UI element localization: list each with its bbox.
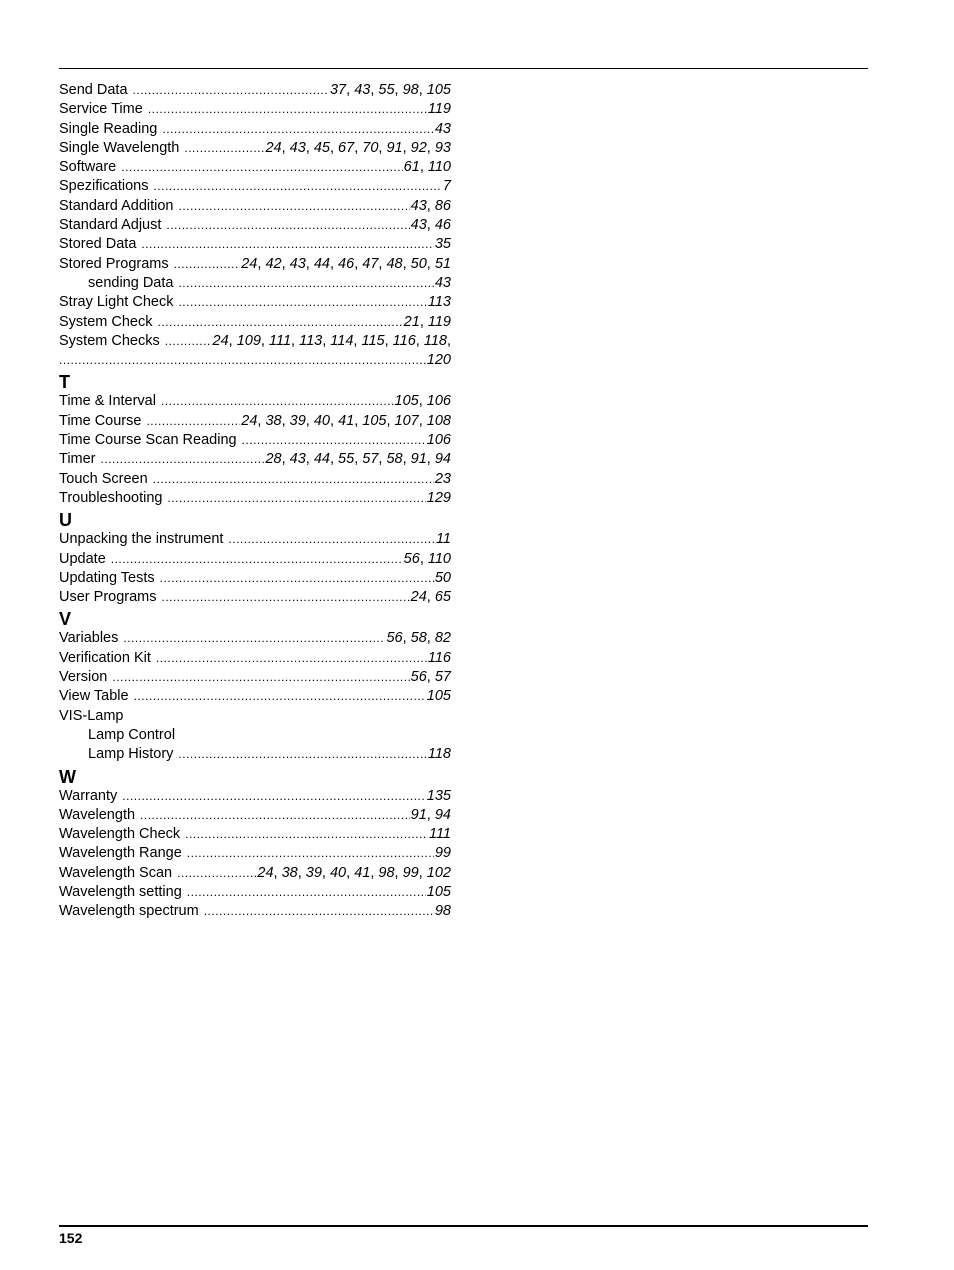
- dot-leader: [166, 216, 409, 235]
- page-reference[interactable]: 55: [338, 451, 355, 468]
- index-entry: [59, 412, 451, 431]
- dot-leader: [165, 332, 212, 351]
- page-reference[interactable]: 110: [427, 550, 451, 567]
- page-reference[interactable]: 57: [362, 451, 379, 468]
- page-reference[interactable]: 42: [265, 255, 282, 272]
- index-term: Troubleshooting: [59, 489, 163, 506]
- page-references: [426, 687, 451, 706]
- dot-leader: [167, 489, 425, 508]
- page-reference[interactable]: 24: [212, 332, 229, 349]
- dot-leader: [187, 844, 434, 863]
- page-reference[interactable]: 56: [386, 630, 403, 647]
- index-entry: [59, 588, 451, 607]
- page-reference[interactable]: 91: [410, 806, 427, 823]
- page-reference[interactable]: 102: [426, 864, 451, 881]
- index-term: User Programs: [59, 589, 157, 606]
- index-term: sending Data: [88, 274, 174, 291]
- page-reference[interactable]: 106: [426, 393, 451, 410]
- dot-leader: [146, 412, 240, 431]
- page-references: [442, 177, 451, 196]
- index-entry: [59, 629, 451, 648]
- page-reference[interactable]: 94: [434, 806, 451, 823]
- page-reference[interactable]: 51: [434, 255, 451, 272]
- page-reference[interactable]: 119: [427, 313, 451, 330]
- page-reference[interactable]: 39: [289, 412, 306, 429]
- index-entry: [59, 844, 451, 863]
- page-reference[interactable]: 115: [361, 332, 385, 349]
- index-entry: [59, 197, 451, 216]
- page-reference[interactable]: 40: [313, 412, 330, 429]
- index-term: Single Wavelength: [59, 139, 180, 156]
- page-reference[interactable]: 43: [289, 139, 306, 156]
- index-term: Wavelength Range: [59, 845, 182, 862]
- index-entry: [59, 489, 451, 508]
- page-reference[interactable]: 99: [434, 845, 451, 862]
- page-references: [426, 883, 451, 902]
- index-entry: [59, 139, 451, 158]
- index-entry: [59, 216, 451, 235]
- page-references: [434, 470, 451, 489]
- index-entry: [59, 255, 451, 274]
- page-references: 43, 46: [410, 217, 451, 234]
- page-reference[interactable]: 93: [434, 139, 451, 156]
- dot-leader: [187, 883, 426, 902]
- page-reference[interactable]: 92: [410, 139, 427, 156]
- page-reference[interactable]: 119: [427, 101, 451, 118]
- page-reference[interactable]: 28: [265, 451, 282, 468]
- page-reference[interactable]: 107: [394, 412, 419, 429]
- page-reference[interactable]: 105: [426, 82, 451, 98]
- page-reference[interactable]: 105: [426, 883, 451, 900]
- index-term: Wavelength setting: [59, 883, 182, 900]
- page-reference[interactable]: 43: [289, 255, 306, 272]
- page-references: 37, 43, 55, 98, 105: [329, 82, 451, 98]
- page-references: [434, 120, 451, 139]
- page-reference[interactable]: 48: [386, 255, 403, 272]
- index-entry: [59, 883, 451, 902]
- index-letter-heading: T: [59, 372, 70, 393]
- index-term: System Checks: [59, 332, 160, 349]
- dot-leader: [161, 392, 394, 411]
- index-letter-heading: U: [59, 510, 72, 531]
- dot-leader: [156, 649, 427, 668]
- index-entry: [59, 470, 451, 489]
- page-reference[interactable]: 37: [329, 82, 347, 98]
- index-term: Time & Interval: [59, 393, 156, 410]
- page-reference[interactable]: 118: [423, 332, 447, 349]
- dot-leader: [178, 293, 426, 312]
- page-reference[interactable]: 41: [338, 412, 355, 429]
- index-term: Unpacking the instrument: [59, 531, 224, 548]
- page-reference[interactable]: 116: [392, 332, 416, 349]
- index-entry: [59, 81, 451, 100]
- page-reference[interactable]: 23: [434, 470, 451, 487]
- index-term: Touch Screen: [59, 470, 148, 487]
- page-reference[interactable]: 70: [362, 139, 379, 156]
- index-term: Warranty: [59, 787, 118, 804]
- index-term: VIS-Lamp: [59, 707, 124, 724]
- index-term: Stored Programs: [59, 255, 169, 272]
- page-references: [426, 787, 451, 806]
- page-reference[interactable]: 61: [403, 159, 420, 176]
- page-reference[interactable]: 43: [410, 197, 427, 214]
- page-references: [426, 351, 451, 370]
- index-entry: [59, 100, 451, 119]
- page-reference[interactable]: 91: [410, 451, 427, 468]
- page-reference[interactable]: 105: [394, 393, 419, 410]
- index-term: Lamp Control: [88, 726, 176, 743]
- index-term: Timer: [59, 451, 96, 468]
- index-term: Software: [59, 159, 117, 176]
- page-reference[interactable]: 86: [434, 197, 451, 214]
- index-entry: [59, 431, 451, 450]
- index-subentry: [59, 726, 451, 745]
- footer-rule: [59, 1225, 868, 1227]
- page-reference[interactable]: 24: [265, 139, 282, 156]
- page-reference[interactable]: 47: [362, 255, 379, 272]
- page-reference[interactable]: 108: [426, 412, 451, 429]
- dot-leader: [121, 158, 402, 177]
- index-term: Variables: [59, 630, 119, 647]
- page-references: 56, 57: [410, 669, 451, 686]
- page-references: 24, 38, 39, 40, 41, 98, 99, 102: [257, 864, 451, 881]
- page-references: 61, 110: [403, 159, 451, 176]
- dot-leader: [111, 550, 403, 569]
- dot-leader: [178, 197, 409, 216]
- index-term: Stored Data: [59, 236, 137, 253]
- page-reference[interactable]: 24: [241, 412, 258, 429]
- page-reference[interactable]: 67: [338, 139, 355, 156]
- page-reference[interactable]: 58: [410, 630, 427, 647]
- page-references: [427, 293, 451, 312]
- dot-leader: [162, 588, 410, 607]
- dot-leader: [157, 313, 402, 332]
- page-references: [434, 902, 451, 921]
- index-term: Send Data: [59, 82, 128, 98]
- page-reference[interactable]: 114: [330, 332, 354, 349]
- index-term: Standard Adjust: [59, 217, 162, 234]
- page-reference[interactable]: 45: [313, 139, 330, 156]
- dot-leader: [140, 806, 410, 825]
- index-entry: [59, 806, 451, 825]
- page-reference[interactable]: 91: [386, 139, 403, 156]
- page-reference[interactable]: 120: [426, 352, 451, 369]
- page-reference[interactable]: 40: [329, 864, 347, 881]
- page-references: [434, 844, 451, 863]
- index-entry: [59, 787, 451, 806]
- page-reference[interactable]: 118: [427, 746, 451, 763]
- dot-leader: [228, 530, 435, 549]
- page-reference[interactable]: 38: [281, 864, 298, 881]
- page-references: 56, 58, 82: [386, 630, 451, 647]
- page-reference[interactable]: 113: [427, 294, 451, 311]
- index-term: Time Course: [59, 412, 142, 429]
- page-reference[interactable]: 57: [434, 669, 451, 686]
- index-entry: [59, 707, 451, 726]
- dot-leader: [122, 787, 426, 806]
- page-reference[interactable]: 105: [362, 412, 387, 429]
- page-reference[interactable]: 38: [265, 412, 282, 429]
- page-reference[interactable]: 105: [426, 688, 451, 705]
- page-references: 43, 86: [410, 197, 451, 214]
- dot-leader: [153, 470, 434, 489]
- page-reference[interactable]: 50: [434, 569, 451, 586]
- dot-leader: [184, 139, 264, 158]
- dot-leader: [174, 255, 241, 274]
- dot-leader: [101, 450, 265, 469]
- page-reference[interactable]: 113: [299, 332, 323, 349]
- index-entry: [59, 687, 451, 706]
- index-term: Wavelength: [59, 806, 136, 823]
- page-reference[interactable]: 94: [434, 451, 451, 468]
- page-reference[interactable]: 11: [435, 531, 451, 548]
- dot-leader: [134, 687, 426, 706]
- page-reference[interactable]: 7: [442, 178, 451, 195]
- index-subentry: [59, 274, 451, 293]
- page-reference[interactable]: 44: [313, 451, 330, 468]
- page-reference[interactable]: 98: [378, 864, 395, 881]
- index-entry: [59, 825, 451, 844]
- dot-leader: [123, 629, 385, 648]
- header-rule: [59, 68, 868, 69]
- page-references: [427, 745, 451, 764]
- page-references: 21, 119: [403, 313, 451, 330]
- index-subentry: [59, 745, 451, 764]
- index-term: Single Reading: [59, 120, 158, 137]
- page-references: 24, 109, 111, 113, 114, 115, 116, 118,: [212, 332, 451, 349]
- page-references: 28, 43, 44, 55, 57, 58, 91, 94: [265, 451, 451, 468]
- dot-leader: [112, 668, 409, 687]
- page-reference[interactable]: 98: [434, 903, 451, 920]
- page-reference[interactable]: 41: [354, 864, 371, 881]
- index-term: System Check: [59, 313, 153, 330]
- page-reference[interactable]: 106: [426, 432, 451, 449]
- index-term: Spezifications: [59, 178, 149, 195]
- index-entry: [59, 450, 451, 469]
- page-reference[interactable]: 129: [426, 489, 451, 506]
- page-references: 56, 110: [403, 550, 451, 567]
- dot-leader: [141, 235, 433, 254]
- index-term: Update: [59, 550, 106, 567]
- page-reference[interactable]: 46: [434, 217, 451, 234]
- index-term: Lamp History: [88, 746, 174, 763]
- page-references: 24, 65: [410, 589, 451, 606]
- page-references: 105, 106: [394, 393, 451, 410]
- page-reference[interactable]: 43: [434, 120, 451, 137]
- page-reference[interactable]: 98: [402, 82, 419, 98]
- index-entry: [59, 235, 451, 254]
- page-reference[interactable]: 56: [403, 550, 420, 567]
- dot-leader: [148, 100, 427, 119]
- index-entry: [59, 864, 451, 883]
- index-term: Version: [59, 669, 108, 686]
- index-term: Wavelength Check: [59, 826, 181, 843]
- dot-leader: [162, 120, 434, 139]
- index-term: Wavelength Scan: [59, 864, 173, 881]
- index-entry: [59, 550, 451, 569]
- page-references: [435, 530, 451, 549]
- index-entry: [59, 569, 451, 588]
- page-reference[interactable]: 116: [427, 649, 451, 666]
- page-reference[interactable]: 46: [338, 255, 355, 272]
- page-reference[interactable]: 43: [354, 82, 371, 98]
- index-term: Wavelength spectrum: [59, 903, 199, 920]
- page-reference[interactable]: 24: [410, 589, 427, 606]
- page-references: 24, 38, 39, 40, 41, 105, 107, 108: [241, 412, 451, 429]
- index-letter-heading: V: [59, 609, 72, 630]
- index-term: Verification Kit: [59, 649, 151, 666]
- page-references: [427, 649, 451, 668]
- index-term: View Table: [59, 688, 129, 705]
- page-reference[interactable]: 99: [402, 864, 419, 881]
- index-letter-heading: W: [59, 766, 76, 787]
- page-reference[interactable]: 55: [378, 82, 395, 98]
- index-column: [59, 81, 451, 922]
- dot-leader: [178, 745, 426, 764]
- page-reference[interactable]: 110: [427, 159, 451, 176]
- page-reference[interactable]: 24: [241, 255, 258, 272]
- index-entry: [59, 313, 451, 332]
- index-term: Service Time: [59, 101, 143, 118]
- index-entry: [59, 158, 451, 177]
- page-reference[interactable]: 21: [403, 313, 420, 330]
- page-reference[interactable]: 56: [410, 669, 427, 686]
- index-entry: [59, 530, 451, 549]
- page-reference[interactable]: 82: [434, 630, 451, 647]
- index-entry: [59, 668, 451, 687]
- page-reference[interactable]: 65: [434, 589, 451, 606]
- page-references: 24, 42, 43, 44, 46, 47, 48, 50, 51: [241, 255, 451, 272]
- page-reference[interactable]: 24: [257, 864, 274, 881]
- page-references: [426, 431, 451, 450]
- page-reference[interactable]: 58: [386, 451, 403, 468]
- index-entry: [59, 293, 451, 312]
- index-entry: [59, 902, 451, 921]
- dot-leader: [242, 431, 426, 450]
- dot-leader: [185, 825, 428, 844]
- index-entry: [59, 120, 451, 139]
- page-reference[interactable]: 50: [410, 255, 427, 272]
- page-reference[interactable]: 35: [434, 236, 451, 253]
- page-reference[interactable]: 43: [434, 274, 451, 291]
- page-reference[interactable]: 43: [289, 451, 306, 468]
- page-reference[interactable]: 43: [410, 217, 427, 234]
- dot-leader: [177, 864, 256, 883]
- page-references: [434, 274, 451, 293]
- dot-leader: [204, 902, 434, 921]
- page-reference[interactable]: 39: [305, 864, 322, 881]
- index-entry: [59, 332, 451, 351]
- page-reference[interactable]: 111: [428, 826, 451, 843]
- dot-leader: [160, 569, 434, 588]
- index-term: Standard Addition: [59, 197, 174, 214]
- index-term: Time Course Scan Reading: [59, 432, 237, 449]
- page-references: [426, 489, 451, 508]
- index-entry: [59, 177, 451, 196]
- page-references: 91, 94: [410, 806, 451, 823]
- page-references: [428, 825, 451, 844]
- dot-leader: [153, 177, 441, 196]
- page-references: 24, 43, 45, 67, 70, 91, 92, 93: [265, 139, 451, 156]
- page-reference[interactable]: 111: [268, 332, 292, 349]
- page-references: [434, 569, 451, 588]
- index-term: Stray Light Check: [59, 294, 174, 311]
- page-reference[interactable]: 109: [236, 332, 261, 349]
- index-entry: [59, 649, 451, 668]
- dot-leader: [59, 351, 426, 370]
- page-reference[interactable]: 44: [313, 255, 330, 272]
- index-entry-continuation: [59, 351, 451, 370]
- index-term: Updating Tests: [59, 569, 155, 586]
- page-references: [434, 235, 451, 254]
- dot-leader: [178, 274, 433, 293]
- index-entry: [59, 392, 451, 411]
- page-reference[interactable]: 135: [426, 787, 451, 804]
- page-number: 152: [59, 1230, 83, 1246]
- dot-leader: [133, 81, 329, 100]
- page-references: [427, 100, 451, 119]
